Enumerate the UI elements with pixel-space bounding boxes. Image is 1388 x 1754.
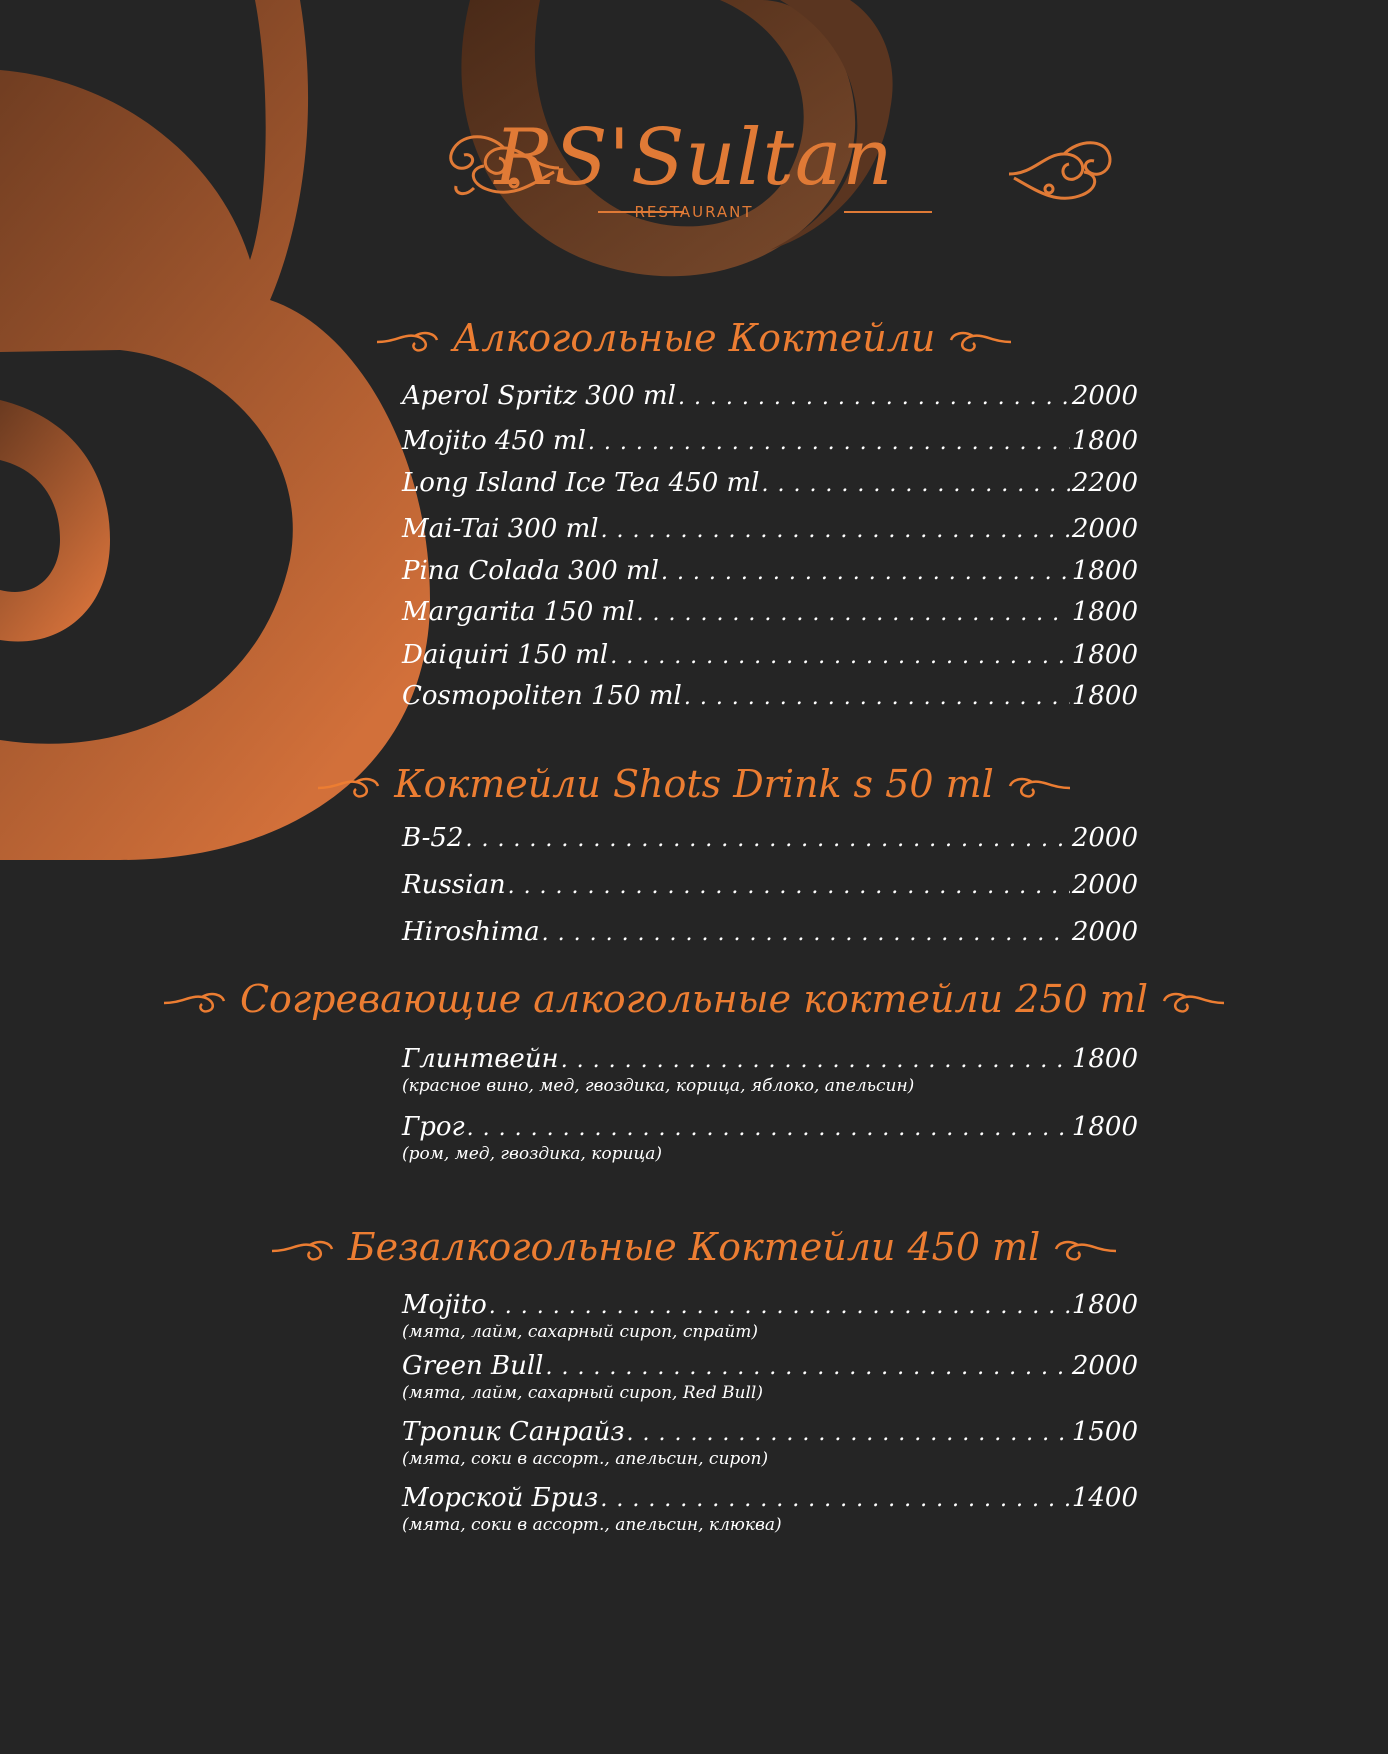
- flourish-left-icon: [375, 330, 439, 354]
- menu-item: [402, 1414, 1138, 1474]
- menu-item: [402, 1041, 1138, 1111]
- item-name: Hiroshima: [402, 917, 540, 947]
- item-name: Глинтвейн: [402, 1044, 559, 1074]
- item-description: (мята, соки в ассорт., апельсин, сироп): [402, 1449, 769, 1469]
- item-description: (мята, лайм, сахарный сироп, Red Bull): [402, 1383, 763, 1403]
- flourish-right-icon: [1054, 1239, 1118, 1263]
- leader-dots: [637, 594, 1070, 632]
- item-price: 2200: [1071, 468, 1138, 498]
- menu-item: [402, 867, 1138, 907]
- section-title-text: Согревающие алкогольные коктейли 250 ml: [239, 977, 1148, 1021]
- item-price: 1800: [1071, 426, 1138, 456]
- menu-item: [402, 1348, 1138, 1408]
- item-name: Long Island Ice Tea 450 ml: [402, 468, 760, 498]
- menu-item: [402, 594, 1138, 634]
- item-price: 1800: [1071, 640, 1138, 670]
- menu-item: [402, 678, 1138, 718]
- menu-item: [402, 637, 1138, 677]
- item-description: (ром, мед, гвоздика, корица): [402, 1144, 663, 1164]
- item-price: 1800: [1071, 597, 1138, 627]
- item-price: 1800: [1071, 1290, 1138, 1320]
- leader-dots: [761, 465, 1069, 503]
- item-name: Тропик Санрайз: [402, 1417, 625, 1447]
- item-name: Mojito: [402, 1290, 487, 1320]
- leader-dots: [684, 678, 1070, 716]
- right-flourish-ornament: [1004, 134, 1114, 214]
- leader-dots: [678, 378, 1070, 416]
- leader-dots: [610, 637, 1070, 675]
- item-price: 1800: [1071, 1112, 1138, 1142]
- item-name: Margarita 150 ml: [402, 597, 635, 627]
- leader-dots: [600, 1480, 1069, 1518]
- item-price: 1800: [1071, 1044, 1138, 1074]
- leader-dots: [467, 1109, 1070, 1147]
- item-description: (мята, лайм, сахарный сироп, спрайт): [402, 1322, 759, 1342]
- item-price: 2000: [1071, 1351, 1138, 1381]
- leader-dots: [561, 1041, 1070, 1079]
- item-name: B-52: [402, 823, 464, 853]
- item-name: Green Bull: [402, 1351, 544, 1381]
- item-name: Daiquiri 150 ml: [402, 640, 609, 670]
- item-price: 2000: [1071, 917, 1138, 947]
- menu-item: [402, 820, 1138, 860]
- section-title-shots: [0, 760, 1388, 808]
- section-title-text: Коктейли Shots Drink s 50 ml: [394, 762, 994, 806]
- item-price: 1400: [1071, 1483, 1138, 1513]
- item-price: 1500: [1071, 1417, 1138, 1447]
- menu-item: [402, 465, 1138, 505]
- item-name: Mai-Tai 300 ml: [402, 514, 599, 544]
- leader-dots: [627, 1414, 1070, 1452]
- leader-dots: [508, 867, 1070, 905]
- item-description: (красное вино, мед, гвоздика, корица, яблоко, апельсин): [402, 1076, 915, 1096]
- item-price: 1800: [1071, 681, 1138, 711]
- item-description: (мята, соки в ассорт., апельсин, клюква): [402, 1515, 782, 1535]
- brand-subtitle: RESTAURANT: [634, 203, 754, 221]
- item-price: 2000: [1071, 823, 1138, 853]
- flourish-right-icon: [1008, 776, 1072, 800]
- brand-name: RS'Sultan: [494, 113, 894, 203]
- item-name: Mojito 450 ml: [402, 426, 586, 456]
- leader-dots: [545, 1348, 1069, 1386]
- section-title-non-alcoholic-cocktails: [0, 1223, 1388, 1271]
- item-name: Pina Colada 300 ml: [402, 556, 659, 586]
- restaurant-logo: [0, 110, 1388, 230]
- item-price: 2000: [1071, 514, 1138, 544]
- item-price: 2000: [1071, 870, 1138, 900]
- section-title-text: Безалкогольные Коктейли 450 ml: [347, 1225, 1041, 1269]
- item-price: 2000: [1071, 381, 1138, 411]
- menu-item: [402, 423, 1138, 463]
- leader-dots: [542, 914, 1070, 952]
- section-title-warming-cocktails: [0, 975, 1388, 1023]
- leader-dots: [489, 1287, 1070, 1325]
- flourish-right-icon: [949, 330, 1013, 354]
- flourish-left-icon: [270, 1239, 334, 1263]
- section-title-text: Алкогольные Коктейли: [452, 316, 936, 360]
- flourish-left-icon: [316, 776, 380, 800]
- item-name: Морской Бриз: [402, 1483, 599, 1513]
- flourish-right-icon: [1162, 991, 1226, 1015]
- leader-dots: [601, 511, 1070, 549]
- leader-dots: [465, 820, 1069, 858]
- item-name: Грог: [402, 1112, 465, 1142]
- flourish-left-icon: [162, 991, 226, 1015]
- menu-item: [402, 1480, 1138, 1540]
- leader-dots: [588, 423, 1070, 461]
- item-name: Aperol Spritz 300 ml: [402, 381, 676, 411]
- section-title-alcoholic-cocktails: [0, 314, 1388, 362]
- menu-item: [402, 378, 1138, 418]
- item-price: 1800: [1071, 556, 1138, 586]
- item-name: Cosmopoliten 150 ml: [402, 681, 682, 711]
- menu-item: [402, 553, 1138, 593]
- menu-item: [402, 1109, 1138, 1179]
- menu-item: [402, 1287, 1138, 1347]
- leader-dots: [661, 553, 1070, 591]
- menu-item: [402, 511, 1138, 551]
- menu-item: [402, 914, 1138, 954]
- item-name: Russian: [402, 870, 506, 900]
